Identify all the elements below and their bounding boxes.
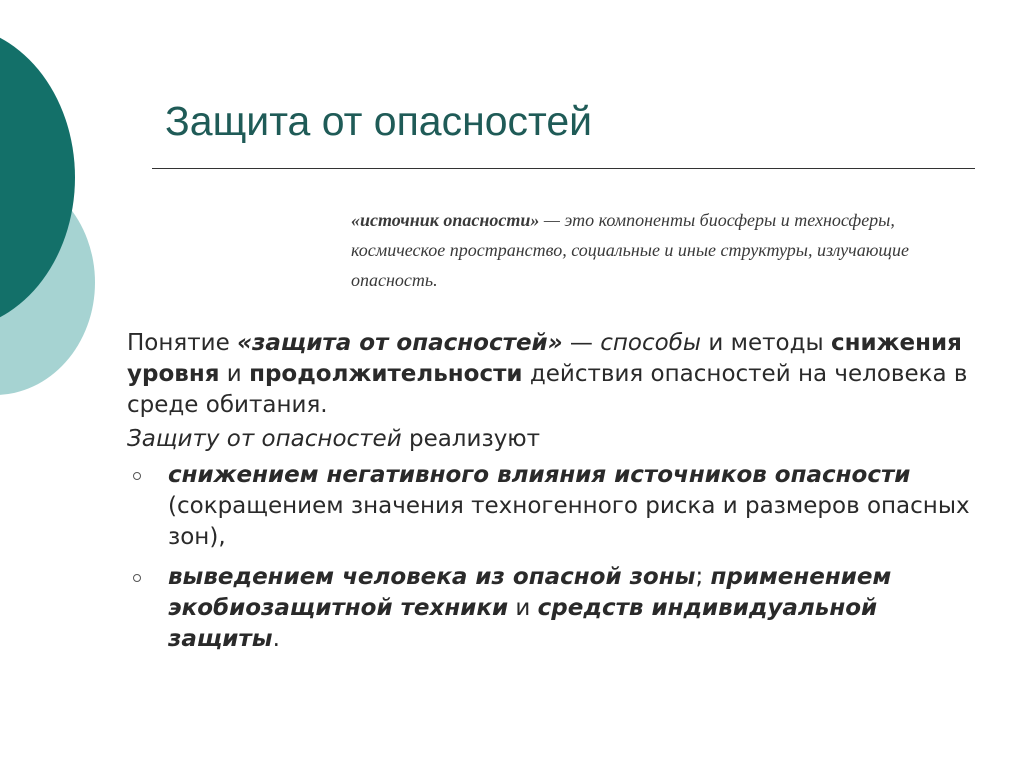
concept-paragraph: [127, 328, 987, 421]
intro-rest: реализуют: [401, 426, 541, 452]
concept-term: «защита от опасностей»: [237, 330, 563, 356]
definition-term: «источник опасности»: [351, 210, 540, 230]
bullet-item-1: [127, 460, 987, 553]
intro-italic: Защиту от опасностей: [127, 426, 402, 452]
concept-bold-duration: продолжительности: [249, 361, 523, 387]
bullet-2-mid: и: [508, 595, 538, 621]
concept-dash: —: [562, 330, 601, 356]
bullet-1-bold: снижением негативного влияния источников опасности: [168, 462, 911, 488]
bullet-2-bold-2: применением экобиозащитной техники: [168, 564, 892, 621]
concept-text-4: действия опасностей на человека в среде обитания.: [127, 361, 968, 418]
bullet-2-sep: ;: [695, 564, 711, 590]
hollow-circle-bullet-icon: [133, 472, 141, 480]
title-divider: [152, 168, 975, 169]
definition-note: [351, 205, 991, 295]
bullet-2-bold-3: средств индивидуальной защиты: [168, 595, 878, 652]
bullet-item-2: [127, 562, 987, 655]
concept-text-2: и методы: [701, 330, 831, 356]
intro-paragraph: [127, 424, 987, 455]
slide-title: Защита от опасностей: [165, 98, 593, 144]
concept-text-3: и: [219, 361, 250, 387]
bullet-1-rest: (сокращением значения техногенного риска и размеров опасных зон),: [168, 493, 970, 550]
concept-bold-level: снижения уровня: [127, 330, 962, 387]
concept-lead: Понятие: [127, 330, 238, 356]
bullet-list: [127, 460, 987, 655]
bullet-2-end: .: [272, 626, 280, 652]
definition-text: — это компоненты биосферы и техносферы, космическое пространство, социальные и иные структуры, излучающие опасность.: [351, 210, 909, 290]
hollow-circle-bullet-icon: [133, 574, 141, 582]
bullet-2-bold-1: выведением человека из опасной зоны: [168, 564, 696, 590]
concept-methods-word: способы: [600, 330, 702, 356]
main-text: [127, 328, 987, 664]
